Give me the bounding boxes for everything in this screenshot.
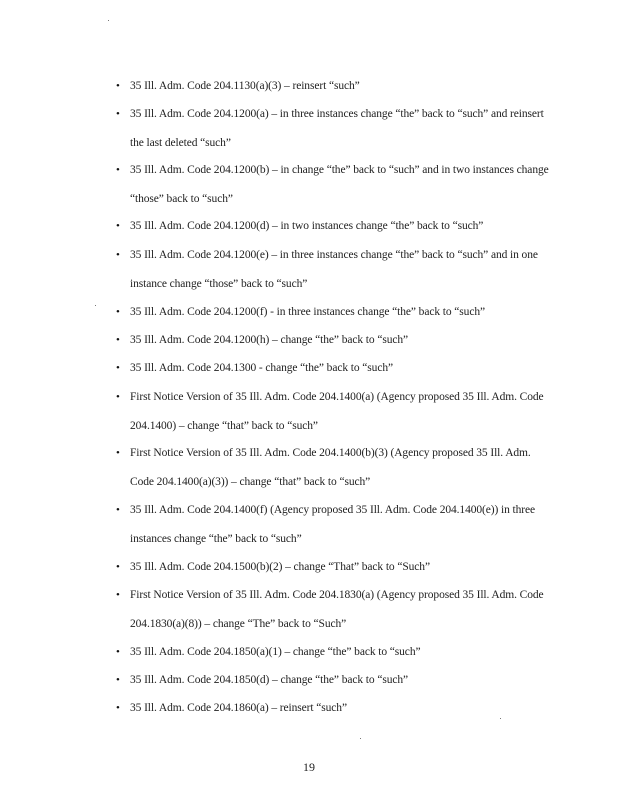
list-item-text: First Notice Version of 35 Ill. Adm. Code 204.1400(a) (Agency proposed 35 Ill. Adm. Code 204.1400) – change “that” back to “such” [130,391,544,432]
bullet-icon: • [116,108,120,120]
list-item [116,72,550,101]
bullet-icon: • [116,589,120,601]
list-item-text: First Notice Version of 35 Ill. Adm. Code 204.1830(a) (Agency proposed 35 Ill. Adm. Code 204.1830(a)(8)) – change “The” back to “Such” [130,589,544,630]
bullet-icon: • [116,702,120,714]
list-item-text: 35 Ill. Adm. Code 204.1850(d) – change “the” back to “such” [130,674,409,686]
list-item-text: 35 Ill. Adm. Code 204.1200(b) – in change “the” back to “such” and in two instances change “those” back to “such” [130,164,549,205]
list-item-text: 35 Ill. Adm. Code 204.1500(b)(2) – change “That” back to “Such” [130,561,430,573]
list-item-text: 35 Ill. Adm. Code 204.1200(e) – in three instances change “the” back to “such” and in one instance change “those” back to “such” [130,249,538,290]
bullet-icon: • [116,164,120,176]
list-item-text: First Notice Version of 35 Ill. Adm. Code 204.1400(b)(3) (Agency proposed 35 Ill. Adm. Code 204.1400(a)(3)) – change “that” back to “such” [130,447,531,488]
bullet-icon: • [116,391,120,403]
bullet-icon: • [116,447,120,459]
bullet-icon: • [116,80,120,92]
list-item-text: 35 Ill. Adm. Code 204.1860(a) – reinsert “such” [130,702,347,714]
list-item-text: 35 Ill. Adm. Code 204.1200(a) – in three instances change “the” back to “such” and reinsert the last deleted “such” [130,108,544,149]
list-item-text: 35 Ill. Adm. Code 204.1300 - change “the” back to “such” [130,362,393,374]
list-item-text: 35 Ill. Adm. Code 204.1130(a)(3) – reinsert “such” [130,80,360,92]
list-item [116,100,550,157]
scan-speck [95,305,96,306]
list-item [116,156,550,213]
list-item [116,694,550,723]
scan-speck [360,738,361,739]
scan-speck [500,718,501,719]
bullet-icon: • [116,334,120,346]
list-item [116,638,550,667]
list-item [116,298,550,327]
list-item [116,581,550,638]
list-item-text: 35 Ill. Adm. Code 204.1200(h) – change “the” back to “such” [130,334,409,346]
page-number: 19 [303,760,315,774]
bullet-icon: • [116,674,120,686]
bullet-icon: • [116,646,120,658]
list-item [116,553,550,582]
scan-speck [108,20,109,21]
list-item [116,666,550,695]
list-item [116,439,550,496]
list-item-text: 35 Ill. Adm. Code 204.1850(a)(1) – change “the” back to “such” [130,646,421,658]
list-item [116,241,550,298]
list-item [116,212,550,241]
list-item [116,496,550,553]
list-item-text: 35 Ill. Adm. Code 204.1200(d) – in two instances change “the” back to “such” [130,220,484,232]
bullet-icon: • [116,362,120,374]
list-item [116,383,550,440]
bullet-icon: • [116,220,120,232]
bullet-icon: • [116,306,120,318]
list-item-text: 35 Ill. Adm. Code 204.1200(f) - in three instances change “the” back to “such” [130,306,485,318]
bullet-icon: • [116,504,120,516]
list-item [116,326,550,355]
bullet-icon: • [116,249,120,261]
bullet-icon: • [116,561,120,573]
list-item-text: 35 Ill. Adm. Code 204.1400(f) (Agency proposed 35 Ill. Adm. Code 204.1400(e)) in three instances change “the” back to “such” [130,504,536,545]
list-item [116,354,550,383]
